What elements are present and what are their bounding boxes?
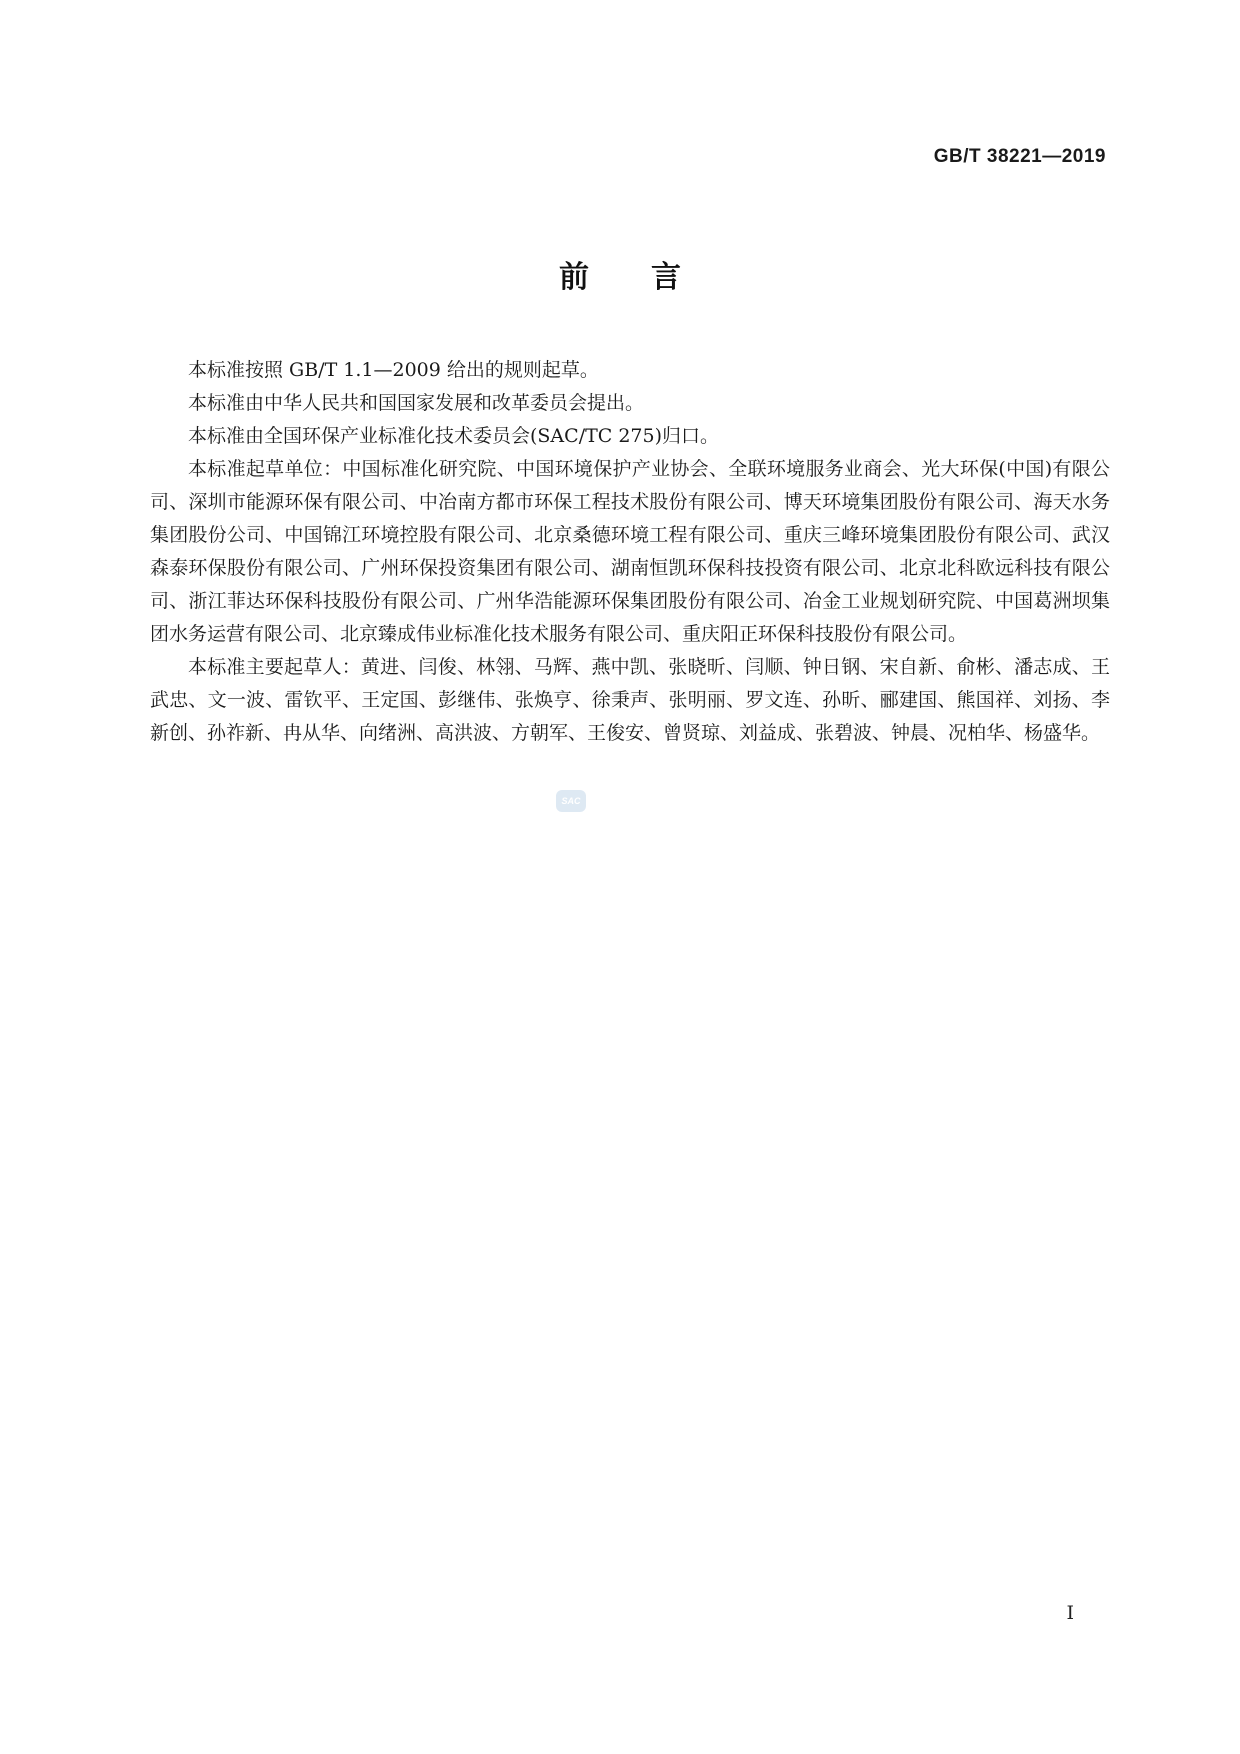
page-title: 前言 (559, 260, 743, 295)
paragraph-drafters: 本标准主要起草人：黄进、闫俊、林翎、马辉、燕中凯、张晓昕、闫顺、钟日钢、宋自新、俞彬、潘志成、王武忠、文一波、雷钦平、王定国、彭继伟、张焕亨、徐秉声、张明丽、罗文连、孙昕、郦建国、熊国祥、刘扬、李新创、孙祚新、冉从华、向绪洲、高洪波、方朝军、王俊安、曾贤琼、刘益成、张碧波、钟晨、况柏华、杨盛华。 (150, 656, 1110, 744)
document-body (150, 354, 1110, 750)
paragraph-drafting-units: 本标准起草单位：中国标准化研究院、中国环境保护产业协会、全联环境服务业商会、光大环保(中国)有限公司、深圳市能源环保有限公司、中冶南方都市环保工程技术股份有限公司、博天环境集团股份有限公司、海天水务集团股份公司、中国锦江环境控股有限公司、北京桑德环境工程有限公司、重庆三峰环境集团股份有限公司、武汉森泰环保股份有限公司、广州环保投资集团有限公司、湖南恒凯环保科技投资有限公司、北京北科欧远科技有限公司、浙江菲达环保科技股份有限公司、广州华浩能源环保集团股份有限公司、冶金工业规划研究院、中国葛洲坝集团水务运营有限公司、北京臻成伟业标准化技术服务有限公司、重庆阳正环保科技股份有限公司。 (150, 458, 1110, 645)
page-number: I (1066, 1602, 1074, 1624)
paragraph-technical-committee: 本标准由全国环保产业标准化技术委员会(SAC/TC 275)归口。 (188, 425, 720, 447)
sac-watermark-text: SAC (561, 796, 581, 806)
sac-watermark-logo (556, 790, 586, 812)
paragraph-drafting-rules: 本标准按照 GB/T 1.1—2009 给出的规则起草。 (188, 359, 599, 381)
paragraph-proposer: 本标准由中华人民共和国国家发展和改革委员会提出。 (188, 392, 645, 414)
standard-number: GB/T 38221—2019 (933, 146, 1106, 167)
